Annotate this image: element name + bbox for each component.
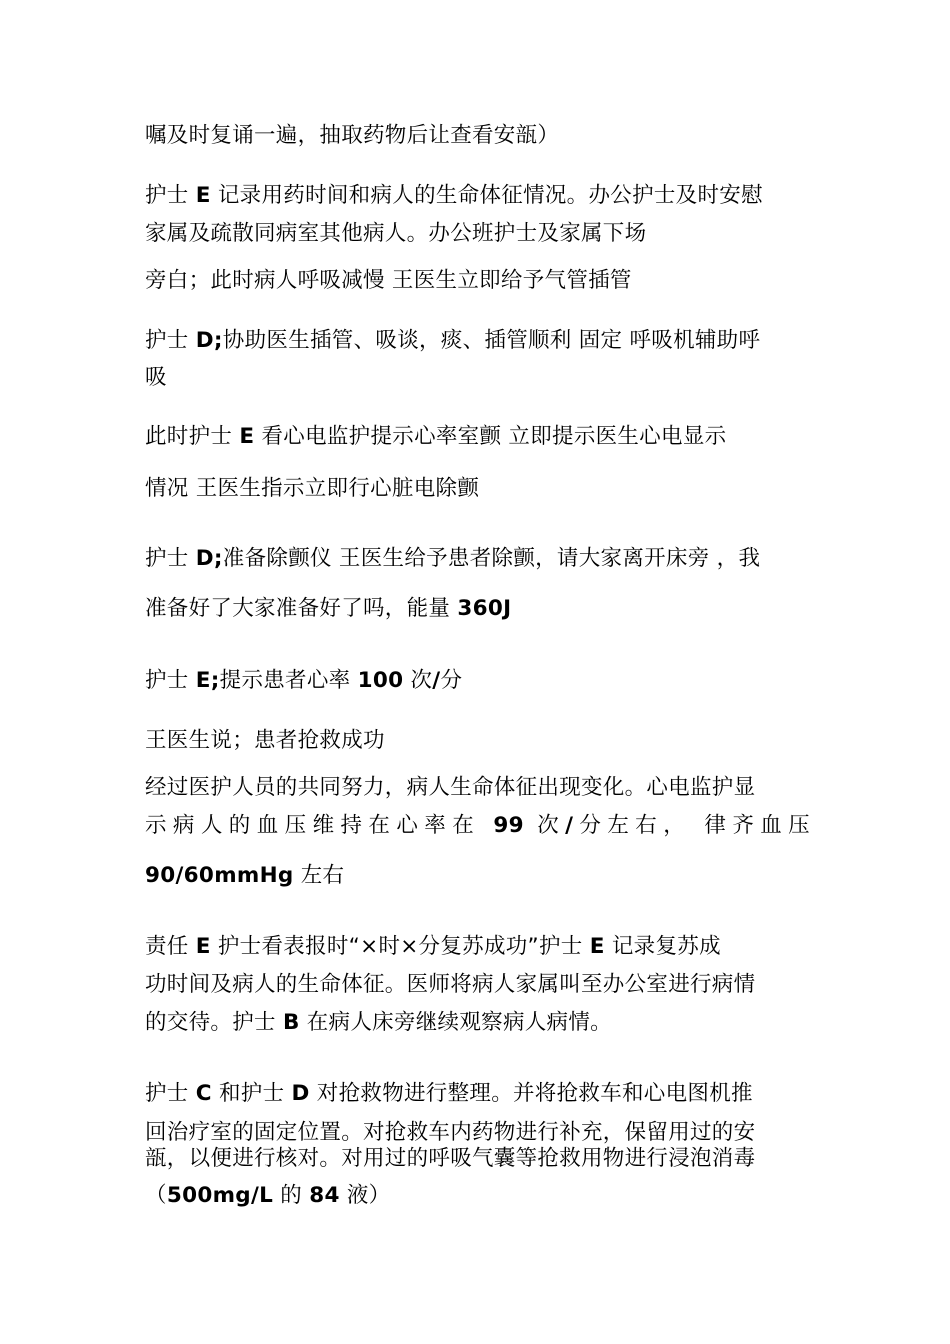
text-line: 经过医护人员的共同努力，病人生命体征出现变化。心电监护显 — [145, 775, 756, 800]
text-line: 的交待。护士 B 在病人床旁继续观察病人病情。 — [145, 1010, 612, 1035]
text-line: 吸 — [145, 365, 167, 390]
text-line: 护士 D;协助医生插管、吸谈，痰、插管顺利 固定 呼吸机辅助呼 — [145, 328, 761, 353]
text-line: 示病人的血压维持在心率在 99 次/分左右， 律齐血压 — [145, 813, 810, 838]
text-line: 回治疗室的固定位置。对抢救车内药物进行补充，保留用过的安 — [145, 1120, 756, 1145]
text-line: 护士 E 记录用药时间和病人的生命体征情况。办公护士及时安慰 — [145, 183, 763, 208]
text-line: 此时护士 E 看心电监护提示心率室颤 立即提示医生心电显示 — [145, 424, 727, 449]
text-line: 旁白；此时病人呼吸减慢 王医生立即给予气管插管 — [145, 268, 632, 293]
text-line: 王医生说；患者抢救成功 — [145, 728, 385, 753]
text-line: 护士 E;提示患者心率 100 次/分 — [145, 668, 463, 693]
text-line: （500mg/L 的 84 液） — [145, 1183, 391, 1208]
text-line: 家属及疏散同病室其他病人。办公班护士及家属下场 — [145, 221, 647, 246]
text-line: 护士 C 和护士 D 对抢救物进行整理。并将抢救车和心电图机推 — [145, 1081, 753, 1106]
text-line: 护士 D;准备除颤仪 王医生给予患者除颤，请大家离开床旁 ，我 — [145, 546, 761, 571]
text-line: 责任 E 护士看表报时“×时×分复苏成功”护士 E 记录复苏成 — [145, 934, 721, 959]
text-line: 瓿，以便进行核对。对用过的呼吸气囊等抢救用物进行浸泡消毒 — [145, 1146, 756, 1171]
text-line: 90/60mmHg 左右 — [145, 863, 345, 888]
text-line: 准备好了大家准备好了吗，能量 360J — [145, 596, 512, 621]
text-line: 嘱及时复诵一遍，抽取药物后让查看安瓿） — [145, 123, 560, 148]
text-line: 情况 王医生指示立即行心脏电除颤 — [145, 476, 480, 501]
text-line: 功时间及病人的生命体征。医师将病人家属叫至办公室进行病情 — [145, 972, 756, 997]
